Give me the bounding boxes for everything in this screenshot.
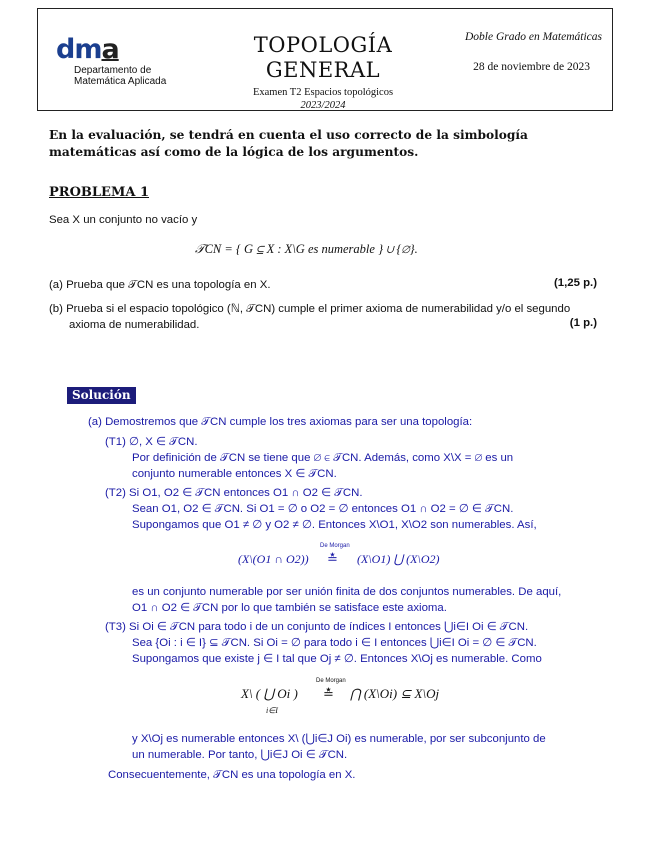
logo-department xyxy=(74,65,186,87)
t3-head: (T3) Si Oi ∈ 𝒯CN para todo i de un conjunto de índices I entonces ⋃i∈I Oi ∈ 𝒯CN. xyxy=(105,621,529,633)
t1-head: (T1) ∅, X ∈ 𝒯CN. xyxy=(105,436,198,448)
solution-a-intro: (a) Demostremos que 𝒯CN cumple los tres axiomas para ser una topología: xyxy=(88,416,473,428)
t3-display-right: ⋂ (X\Oi) ⊆ X\Oj xyxy=(350,686,440,701)
part-b-line2: axioma de numerabilidad. xyxy=(69,319,200,331)
t2-display-left: (X\(O1 ∩ O2)) xyxy=(238,552,309,566)
title-line2: GENERAL xyxy=(265,58,381,82)
t1-line2: conjunto numerable entonces X ∈ 𝒯CN. xyxy=(132,468,337,480)
t2-line3: es un conjunto numerable por ser unión finita de dos conjuntos numerables. De aquí, xyxy=(132,586,562,598)
logo-mark-dm: dm xyxy=(56,34,102,65)
solution-label: Solución xyxy=(67,387,136,404)
department-logo xyxy=(56,34,186,97)
exam-name: Examen T2 Espacios topológicos xyxy=(252,87,394,98)
part-a-points: (1,25 p.) xyxy=(553,277,597,289)
t1-line1: Por definición de 𝒯CN se tiene que ∅ ∈ 𝒯CN. Además, como X\X = ∅ es un xyxy=(132,452,514,464)
intro-text: En la evaluación, se tendrá en cuenta el uso correcto de la simbología matemáticas así como de la lógica de los argumentos. xyxy=(49,128,528,159)
part-a: (a) Prueba que 𝒯CN es una topología en X. xyxy=(49,279,271,291)
de-morgan-label-2: De Morgan xyxy=(316,678,346,684)
t2-display-right: (X\O1) ⋃ (X\O2) xyxy=(357,552,440,566)
logo-mark-a: a xyxy=(101,34,119,65)
exam-date: 28 de noviembre de 2023 xyxy=(473,61,590,73)
logo-dept-line2: Matemática Aplicada xyxy=(74,76,167,87)
t2-line1: Sean O1, O2 ∈ 𝒯CN. Si O1 = ∅ o O2 = ∅ entonces O1 ∩ O2 = ∅ ∈ 𝒯CN. xyxy=(132,503,514,515)
problem-heading: PROBLEMA 1 xyxy=(49,185,149,200)
t2-line2: Supongamos que O1 ≠ ∅ y O2 ≠ ∅. Entonces X\O1, X\O2 son numerables. Así, xyxy=(132,519,537,531)
t3-line3: y X\Oj es numerable entonces X\ (⋃i∈J Oi) es numerable, por ser subconjunto de xyxy=(132,733,546,745)
solution-conclusion: Consecuentemente, 𝒯CN es una topología en X. xyxy=(108,769,356,781)
problem-statement: Sea X un conjunto no vacío y xyxy=(49,214,198,226)
title-line1: TOPOLOGÍA xyxy=(253,33,393,57)
t3-line1: Sea {Oi : i ∈ I} ⊆ 𝒯CN. Si Oi = ∅ para todo i ∈ I entonces ⋃i∈I Oi = ∅ ∈ 𝒯CN. xyxy=(132,637,537,649)
part-b-points: (1 p.) xyxy=(569,317,597,329)
degree-name: Doble Grado en Matemáticas xyxy=(464,31,602,43)
equal-sign-2: ≛ xyxy=(323,686,334,701)
t3-line2: Supongamos que existe j ∈ I tal que Oj ≠ ∅. Entonces X\Oj es numerable. Como xyxy=(132,653,542,665)
de-morgan-label-1: De Morgan xyxy=(320,543,350,549)
t3-display-left: X\ ( ⋃ Oi ) xyxy=(241,686,298,701)
equal-sign-1: ≛ xyxy=(327,551,338,566)
logo-dept-line1: Departamento de xyxy=(74,65,152,76)
t3-line4: un numerable. Por tanto, ⋃i∈J Oi ∈ 𝒯CN. xyxy=(132,749,348,761)
academic-year: 2023/2024 xyxy=(300,100,346,111)
exam-header xyxy=(37,8,613,111)
t2-line4: O1 ∩ O2 ∈ 𝒯CN por lo que también se satisface este axioma. xyxy=(132,602,447,614)
title-block xyxy=(218,33,428,111)
t2-head: (T2) Si O1, O2 ∈ 𝒯CN entonces O1 ∩ O2 ∈ 𝒯CN. xyxy=(105,487,363,499)
t3-index-union: i∈I xyxy=(266,706,278,715)
part-b-line1: (b) Prueba si el espacio topológico (ℕ, 𝒯CN) cumple el primer axioma de numerabilidad y/o el segundo xyxy=(49,303,571,315)
topology-definition: 𝒯CN = { G ⊆ X : X\G es numerable } ∪ {∅}. xyxy=(195,242,418,256)
logo-mark xyxy=(56,34,186,65)
